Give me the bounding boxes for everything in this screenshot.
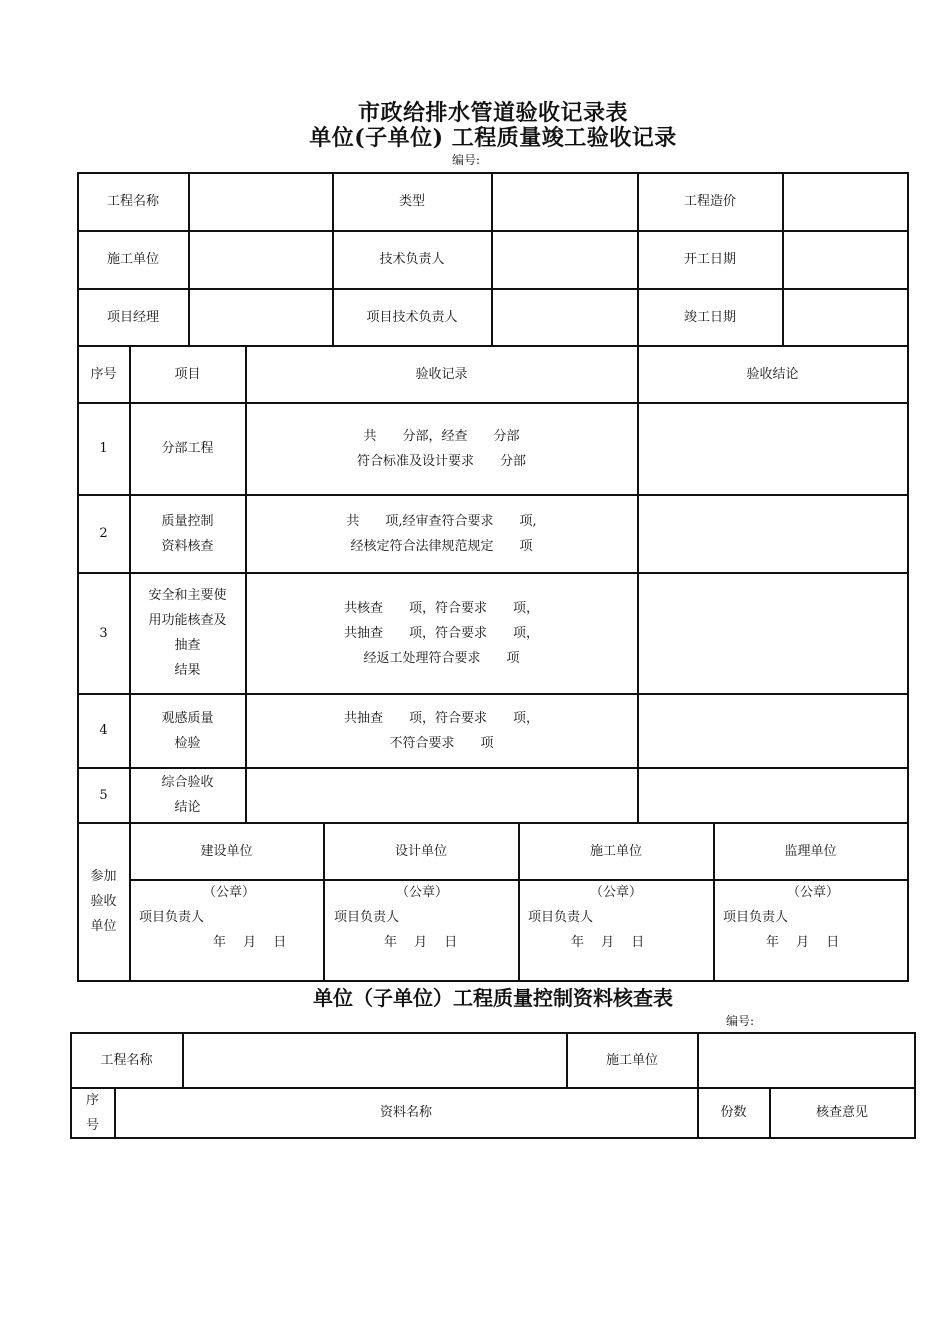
row-4-item-line: 观感质量 <box>161 710 214 726</box>
participants-label-line: 参加 <box>90 869 117 884</box>
row-2-item-line: 质量控制 <box>161 513 214 529</box>
row-4-record-line: 不符合要求 项 <box>389 735 494 751</box>
row-1-item <box>130 403 245 494</box>
sign-block-design[interactable] <box>334 880 518 955</box>
stamp-text: （公章） <box>787 885 840 900</box>
t2-label-project-name: 工程名称 <box>100 1052 153 1068</box>
t2-col-seq <box>71 1088 114 1137</box>
col-header-item: 项目 <box>174 366 201 382</box>
row-3-item-line: 安全和主要使 <box>148 588 227 603</box>
date-label: 年 月 日 <box>766 935 840 950</box>
t2-col-doc-name: 资料名称 <box>379 1105 432 1120</box>
row-1-record-line: 共 分部，经查 分部 <box>363 428 520 444</box>
row-3-record-line: 共核查 项，符合要求 项， <box>343 600 539 616</box>
t2-col-opinion: 核查意见 <box>815 1105 868 1120</box>
label-construction-unit: 施工单位 <box>106 252 159 267</box>
date-label: 年 月 日 <box>571 935 645 950</box>
field-construction-unit[interactable] <box>189 231 332 288</box>
unit-header-contractor: 施工单位 <box>589 843 642 859</box>
row-4-record[interactable] <box>246 694 637 767</box>
row-3-item <box>130 573 245 693</box>
form-number-label: 编号: <box>452 153 481 167</box>
unit-header-design: 设计单位 <box>394 843 447 859</box>
col-header-seq: 序号 <box>90 366 117 382</box>
participants-label-line: 单位 <box>90 919 117 934</box>
field-start-date[interactable] <box>783 231 907 288</box>
field-project-name[interactable] <box>189 173 332 230</box>
sign-block-contractor[interactable] <box>528 880 712 955</box>
t2-col-seq-line: 号 <box>85 1117 99 1133</box>
row-4-item <box>130 694 245 767</box>
stamp-text: （公章） <box>396 885 449 900</box>
row-2-conclusion[interactable] <box>638 495 907 572</box>
row-1-item-line: 分部工程 <box>161 441 214 456</box>
field-cost[interactable] <box>783 173 907 230</box>
row-1-record-line: 符合标准及设计要求 分部 <box>356 453 526 469</box>
row-1-conclusion[interactable] <box>638 403 907 494</box>
field-tech-lead[interactable] <box>492 231 637 288</box>
col-header-conclusion: 验收结论 <box>746 366 799 382</box>
row-3-record[interactable] <box>246 573 637 693</box>
row-2-record-line: 经核定符合法律规范规定 项 <box>350 538 533 554</box>
label-completion-date: 竣工日期 <box>683 309 736 325</box>
row-3-item-line: 用功能核查及 <box>148 613 227 628</box>
label-project-tech-lead: 项目技术负责人 <box>366 309 458 325</box>
row-3-seq: 3 <box>99 625 108 641</box>
unit-header-owner: 建设单位 <box>200 843 253 859</box>
person-label: 项目负责人 <box>723 910 789 925</box>
label-project-manager: 项目经理 <box>106 309 159 325</box>
date-label: 年 月 日 <box>384 935 458 950</box>
page-title: 市政给排水管道验收记录表 <box>357 100 628 126</box>
date-label: 年 月 日 <box>213 935 287 950</box>
stamp-text: （公章） <box>203 885 256 900</box>
row-3-record-line: 共抽查 项，符合要求 项， <box>343 625 539 641</box>
row-2-item-line: 资料核查 <box>161 538 214 554</box>
label-type: 类型 <box>398 194 425 209</box>
row-2-item <box>130 495 245 572</box>
row-5-item-line: 综合验收 <box>161 775 214 790</box>
t2-col-seq-line: 序 <box>85 1092 99 1108</box>
unit-header-supervisor: 监理单位 <box>784 843 837 859</box>
row-2-seq: 2 <box>99 526 108 541</box>
label-tech-lead: 技术负责人 <box>379 252 445 267</box>
table2-title: 单位（子单位）工程质量控制资料核查表 <box>313 986 673 1010</box>
sign-block-owner[interactable] <box>139 880 323 955</box>
row-3-item-line: 结果 <box>174 663 201 678</box>
field-type[interactable] <box>492 173 637 230</box>
row-5-seq: 5 <box>99 787 108 803</box>
row-3-record-line: 经返工处理符合要求 项 <box>363 650 520 666</box>
row-1-record[interactable] <box>246 403 637 494</box>
t2-col-copies: 份数 <box>720 1105 747 1120</box>
row-5-item-line: 结论 <box>174 800 201 815</box>
t2-label-construction-unit: 施工单位 <box>605 1052 658 1068</box>
person-label: 项目负责人 <box>139 910 205 925</box>
person-label: 项目负责人 <box>334 910 400 925</box>
row-5-record[interactable] <box>246 768 637 822</box>
row-3-item-line: 抽查 <box>174 638 201 653</box>
participants-label <box>78 823 129 980</box>
field-completion-date[interactable] <box>783 289 907 345</box>
row-2-record-line: 共 项,经审查符合要求 项, <box>346 513 537 529</box>
person-label: 项目负责人 <box>528 910 594 925</box>
t2-field-construction-unit[interactable] <box>698 1033 914 1087</box>
row-4-item-line: 检验 <box>174 735 201 751</box>
label-cost: 工程造价 <box>683 194 736 209</box>
label-project-name: 工程名称 <box>106 194 159 209</box>
row-4-seq: 4 <box>99 723 108 738</box>
field-project-tech-lead[interactable] <box>492 289 637 345</box>
sign-block-supervisor[interactable] <box>723 880 907 955</box>
row-2-record[interactable] <box>246 495 637 572</box>
table2-number-label: 编号: <box>726 1014 755 1028</box>
page-subtitle: 单位(子单位) 工程质量竣工验收记录 <box>309 125 677 151</box>
stamp-text: （公章） <box>590 885 643 900</box>
label-start-date: 开工日期 <box>683 252 736 267</box>
row-5-item <box>130 768 245 822</box>
col-header-record: 验收记录 <box>415 366 468 382</box>
field-project-manager[interactable] <box>189 289 332 345</box>
row-1-seq: 1 <box>99 441 108 456</box>
row-4-conclusion[interactable] <box>638 694 907 767</box>
row-3-conclusion[interactable] <box>638 573 907 693</box>
row-4-record-line: 共抽查 项，符合要求 项， <box>343 710 539 726</box>
t2-field-project-name[interactable] <box>183 1033 566 1087</box>
row-5-conclusion[interactable] <box>638 768 907 822</box>
participants-label-line: 验收 <box>90 894 117 909</box>
